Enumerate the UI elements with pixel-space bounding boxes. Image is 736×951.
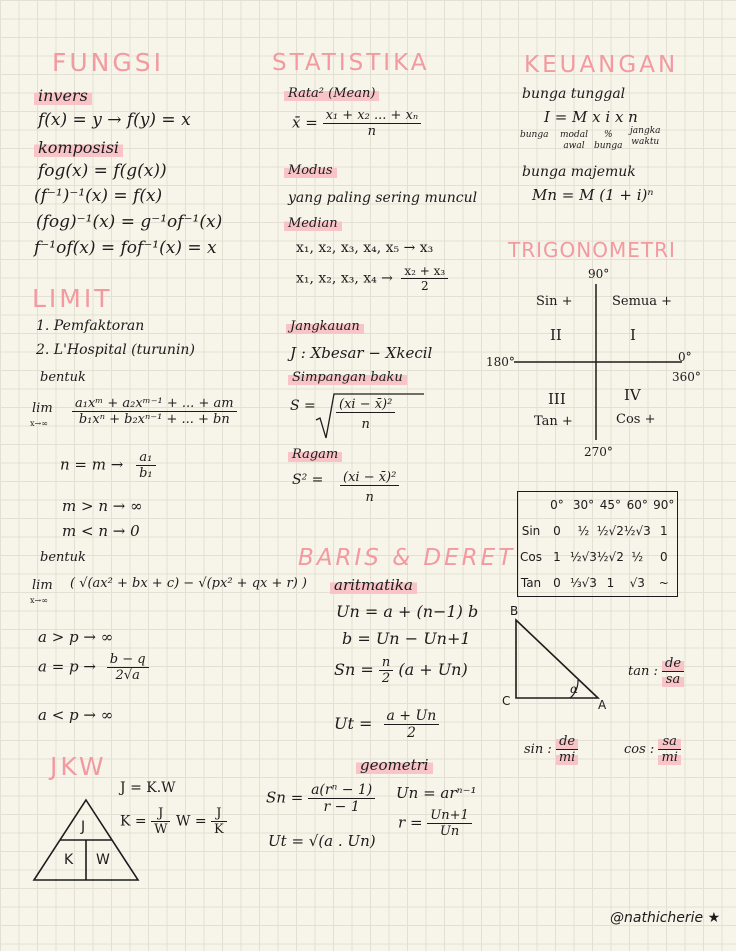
jkw-tri-w: W bbox=[96, 852, 110, 868]
table-cell: ½ bbox=[631, 550, 644, 564]
trig-deg-90: 90° bbox=[588, 267, 610, 281]
limit-bentuk-1: bentuk bbox=[40, 370, 86, 385]
keuangan-ann-jangka: jangka waktu bbox=[630, 126, 661, 147]
baris-geometri-label: geometri bbox=[356, 756, 433, 774]
table-cell: 0 bbox=[553, 524, 561, 538]
statistika-median-1: x₁, x₂, x₃, x₄, x₅ → x₃ bbox=[296, 240, 434, 256]
fungsi-komposisi-1: fog(x) = f(g(x)) bbox=[38, 161, 167, 181]
baris-aritmatika-label: aritmatika bbox=[330, 576, 417, 594]
limit-root-expr: ( √(ax² + bx + c) − √(px² + qx + r) ) bbox=[70, 576, 308, 591]
trig-tri-b: B bbox=[510, 604, 519, 618]
table-cell: Cos bbox=[520, 550, 542, 564]
limit-lim-1: lim bbox=[32, 401, 53, 416]
statistika-median-label: Median bbox=[284, 216, 342, 231]
fungsi-invers-label: invers bbox=[34, 86, 92, 105]
baris-g4: Ut = √(a . Un) bbox=[268, 832, 376, 850]
jkw-f2: K = $\frac{J}{W}$ bbox=[120, 806, 170, 837]
trig-sin-ratio: sin : $\frac{de}{mi}$ bbox=[524, 734, 578, 765]
table-cell: 1 bbox=[553, 550, 561, 564]
limit-case-lt: m < n → 0 bbox=[62, 522, 140, 540]
table-cell: ⅓√3 bbox=[570, 576, 597, 590]
trig-tri-alpha: α bbox=[570, 682, 579, 696]
jkw-tri-j: J bbox=[81, 819, 86, 835]
limit-title: LIMIT bbox=[32, 284, 113, 313]
trig-value-table bbox=[517, 491, 678, 597]
trig-tan-plus: Tan + bbox=[534, 414, 573, 429]
statistika-title: STATISTIKA bbox=[272, 50, 430, 76]
baris-a1: Un = a + (n−1) b bbox=[336, 602, 479, 621]
limit-item-1: 1. Pemfaktoran bbox=[36, 318, 145, 334]
limit-item-2: 2. L'Hospital (turunin) bbox=[36, 342, 195, 358]
trig-tri-c: C bbox=[502, 694, 511, 708]
baris-a4: Ut = $\frac{a + Un}{2}$ bbox=[334, 708, 439, 741]
table-cell: ½√2 bbox=[596, 524, 624, 538]
statistika-mean: x̄ = $\frac{\text{x₁ + x₂ ... + xₙ}}{n}$ bbox=[292, 108, 421, 139]
baris-g2: Un = arⁿ⁻¹ bbox=[396, 784, 477, 802]
trig-deg-0: 0° bbox=[678, 350, 692, 364]
table-cell bbox=[518, 492, 545, 519]
statistika-ragam-label: Ragam bbox=[288, 447, 342, 462]
trig-right-triangle bbox=[512, 616, 604, 706]
limit-lim-2: lim bbox=[32, 578, 53, 593]
limit-p-gt: a > p → ∞ bbox=[38, 628, 114, 646]
table-row bbox=[518, 492, 678, 519]
table-cell: Tan bbox=[520, 576, 542, 590]
fungsi-komposisi-label: komposisi bbox=[34, 138, 123, 157]
table-cell: 0° bbox=[550, 498, 564, 512]
statistika-simpangan-fraction: $\frac{\text{(xi − x̄)²}}{n}$ bbox=[336, 397, 395, 432]
limit-bentuk-2: bentuk bbox=[40, 550, 86, 565]
table-row bbox=[518, 518, 678, 544]
table-cell: 45° bbox=[599, 498, 622, 512]
trig-tan-ratio: tan : $\frac{de}{sa}$ bbox=[628, 656, 684, 687]
jkw-f3: W = $\frac{J}{K}$ bbox=[176, 806, 227, 837]
trigonometri-title: TRIGONOMETRI bbox=[508, 238, 676, 262]
limit-p-eq: a = p → $\frac{b - q}{2√a}$ bbox=[38, 652, 149, 683]
trig-sin-plus: Sin + bbox=[536, 294, 573, 309]
statistika-simpangan-label: Simpangan baku bbox=[288, 370, 407, 385]
keuangan-tunggal-formula: I = M x i x n bbox=[544, 108, 638, 126]
trig-q1: I bbox=[630, 326, 636, 344]
statistika-jangkauan-label: Jangkauan bbox=[286, 319, 364, 334]
table-cell: 1 bbox=[606, 576, 615, 590]
statistika-ragam-fraction: $\frac{\text{(xi − x̄)²}}{n}$ bbox=[340, 470, 399, 505]
statistika-modus-label: Modus bbox=[284, 163, 337, 178]
table-cell: 1 bbox=[659, 524, 668, 538]
keuangan-title: KEUANGAN bbox=[524, 52, 679, 78]
trig-q2: II bbox=[550, 326, 562, 344]
jkw-title: JKW bbox=[50, 752, 107, 781]
trig-cos-ratio: cos : $\frac{sa}{mi}$ bbox=[624, 734, 681, 765]
keuangan-majemuk-formula: Mn = M (1 + i)ⁿ bbox=[532, 186, 654, 204]
statistika-modus-text: yang paling sering muncul bbox=[288, 190, 478, 206]
baris-a3: Sn = $\frac{n}{2}$ (a + Un) bbox=[334, 655, 468, 686]
jkw-f1: J = K.W bbox=[120, 780, 176, 796]
statistika-median-2: x₁, x₂, x₃, x₄ → $\frac{\text{x₂ + x₃}}{2}$ bbox=[296, 264, 448, 293]
keuangan-tunggal-label: bunga tunggal bbox=[522, 86, 626, 102]
table-row bbox=[518, 544, 678, 570]
statistika-rata-label: Rata² (Mean) bbox=[284, 86, 379, 101]
baris-g3: r = $\frac{Un+1}{Un}$ bbox=[398, 808, 472, 839]
fungsi-title: FUNGSI bbox=[52, 48, 164, 77]
statistika-jangkauan-formula: J : Xbesar − Xkecil bbox=[290, 344, 433, 362]
table-cell: ½ bbox=[577, 524, 590, 538]
trig-q3: III bbox=[548, 390, 566, 408]
table-cell: ½√3 bbox=[570, 550, 597, 564]
fungsi-invers-formula: f(x) = y → f(y) = x bbox=[38, 110, 191, 130]
keuangan-ann-bunga: bunga bbox=[520, 130, 549, 140]
keuangan-ann-modal: modal awal bbox=[560, 130, 588, 151]
trig-deg-180: 180° bbox=[486, 355, 515, 369]
fungsi-komposisi-4: f⁻¹of(x) = fof⁻¹(x) = x bbox=[34, 238, 217, 258]
trig-tri-a: A bbox=[598, 698, 607, 712]
baris-a2: b = Un − Un+1 bbox=[342, 629, 471, 648]
jkw-tri-k: K bbox=[64, 852, 74, 868]
limit-lim-sub-1: x→∞ bbox=[30, 419, 48, 428]
table-cell: ½√2 bbox=[596, 550, 624, 564]
table-cell: Sin bbox=[521, 524, 541, 538]
trig-deg-360: 360° bbox=[672, 370, 701, 384]
trig-semua-plus: Semua + bbox=[612, 294, 673, 309]
baris-title: BARIS & DERET bbox=[298, 545, 516, 571]
table-cell: ~ bbox=[658, 576, 669, 590]
keuangan-majemuk-label: bunga majemuk bbox=[522, 164, 636, 180]
table-cell: 60° bbox=[626, 498, 648, 512]
table-cell: 0 bbox=[553, 576, 561, 590]
table-cell: √3 bbox=[629, 576, 645, 590]
fungsi-komposisi-3: (fog)⁻¹(x) = g⁻¹of⁻¹(x) bbox=[36, 212, 223, 232]
jkw-triangle bbox=[30, 796, 142, 884]
trig-cos-plus: Cos + bbox=[616, 412, 656, 427]
limit-case-eq: n = m → $\frac{\text{a₁}}{\text{b₁}}$ bbox=[60, 450, 156, 481]
trig-deg-270: 270° bbox=[584, 445, 613, 459]
baris-g1: Sn = $\frac{\text{a(rⁿ − 1)}}{r - 1}$ bbox=[266, 782, 375, 815]
trig-q4: IV bbox=[624, 386, 641, 404]
table-cell: 90° bbox=[653, 498, 675, 512]
statistika-ragam-left: S² = bbox=[292, 472, 324, 488]
table-cell: ½√3 bbox=[623, 524, 651, 538]
limit-lim-sub-2: x→∞ bbox=[30, 596, 48, 605]
fungsi-komposisi-2: (f⁻¹)⁻¹(x) = f(x) bbox=[34, 186, 163, 206]
table-cell: 0 bbox=[659, 550, 668, 564]
table-row bbox=[518, 570, 678, 597]
limit-fraction: $\frac{\text{a₁xᵐ + a₂xᵐ⁻¹ + ... + am}}{\text{b₁xⁿ + b₂xⁿ⁻¹ + ... + bn}}$ bbox=[72, 396, 237, 427]
signature: @nathicherie ★ bbox=[610, 910, 721, 926]
statistika-simpangan-left: S = bbox=[290, 398, 316, 414]
limit-p-lt: a < p → ∞ bbox=[38, 706, 114, 724]
keuangan-ann-pct: % bunga bbox=[594, 130, 623, 151]
limit-case-gt: m > n → ∞ bbox=[62, 497, 143, 515]
table-cell: 30° bbox=[572, 498, 595, 512]
